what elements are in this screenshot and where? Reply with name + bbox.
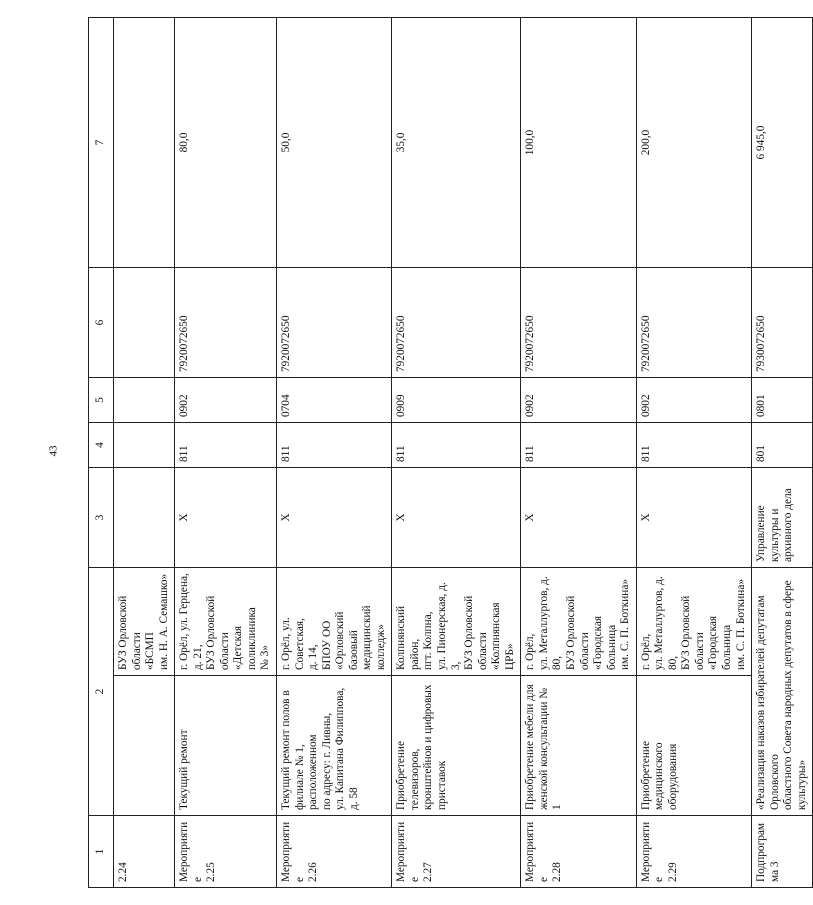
col5-cell: 0902 bbox=[636, 378, 751, 423]
col7-cell: 200,0 bbox=[636, 18, 751, 268]
executor-cell: БУЗ Орловской области «БСМП им. Н. А. Семашко» bbox=[114, 568, 175, 676]
row-number-cell: Мероприятие 2.28 bbox=[521, 816, 636, 888]
col7-cell: 100,0 bbox=[521, 18, 636, 268]
column-header-row bbox=[89, 18, 114, 888]
col4-cell: 801 bbox=[752, 423, 813, 468]
table-row bbox=[636, 18, 751, 888]
column-header: 7 bbox=[89, 18, 114, 268]
table-row bbox=[277, 18, 392, 888]
row-number-cell: Мероприятие 2.27 bbox=[392, 816, 521, 888]
table-row bbox=[114, 18, 175, 888]
name-cell: Приобретение мебели для женской консультации № 1 bbox=[521, 676, 636, 816]
budget-table bbox=[88, 17, 813, 888]
col3-cell: Х bbox=[521, 468, 636, 568]
col6-cell: 7920072650 bbox=[392, 268, 521, 378]
col5-cell: 0909 bbox=[392, 378, 521, 423]
col3-cell: Х bbox=[636, 468, 751, 568]
name-cell: Приобретение телевизоров, кронштейнов и цифровых приставок bbox=[392, 676, 521, 816]
column-header: 6 bbox=[89, 268, 114, 378]
name-cell: Текущий ремонт bbox=[175, 676, 277, 816]
col5-cell: 0704 bbox=[277, 378, 392, 423]
row-number-cell: Мероприятие 2.26 bbox=[277, 816, 392, 888]
name-cell: «Реализация наказов избирателей депутатам Орловского областного Совета народных депутатов в сфере культуры» bbox=[752, 568, 813, 816]
col7-cell: 80,0 bbox=[175, 18, 277, 268]
table-row bbox=[521, 18, 636, 888]
col7-cell: 50,0 bbox=[277, 18, 392, 268]
page-number: 43 bbox=[47, 445, 60, 457]
col5-cell: 0801 bbox=[752, 378, 813, 423]
table-row bbox=[392, 18, 521, 888]
col7-cell: 35,0 bbox=[392, 18, 521, 268]
col4-cell: 811 bbox=[175, 423, 277, 468]
row-number-cell: Мероприятие 2.25 bbox=[175, 816, 277, 888]
col6-cell: 7930072650 bbox=[752, 268, 813, 378]
executor-cell: г. Орёл, ул. Герцена, д. 21, БУЗ Орловской области «Детская поликлиника № 3» bbox=[175, 568, 277, 676]
table-row bbox=[175, 18, 277, 888]
col4-cell: 811 bbox=[392, 423, 521, 468]
row-number-cell: 2.24 bbox=[114, 816, 175, 888]
name-cell bbox=[114, 676, 175, 816]
column-header: 5 bbox=[89, 378, 114, 423]
name-cell: Приобретение медицинского оборудования bbox=[636, 676, 751, 816]
col4-cell: 811 bbox=[636, 423, 751, 468]
rotated-table-wrapper bbox=[88, 18, 808, 888]
col4-cell: 811 bbox=[521, 423, 636, 468]
row-number-cell: Подпрограмма 3 bbox=[752, 816, 813, 888]
column-header: 4 bbox=[89, 423, 114, 468]
col4-cell: 811 bbox=[277, 423, 392, 468]
col3-cell: Х bbox=[175, 468, 277, 568]
col3-cell: Х bbox=[277, 468, 392, 568]
subprogram-row bbox=[752, 18, 813, 888]
executor-cell: г. Орёл, ул. Советская, д. 14, БПОУ ОО «Орловский базовый медицинский колледж» bbox=[277, 568, 392, 676]
column-header: 1 bbox=[89, 816, 114, 888]
col6-cell: 7920072650 bbox=[175, 268, 277, 378]
col3-cell: Управление культуры и архивного дела bbox=[752, 468, 813, 568]
col5-cell: 0902 bbox=[521, 378, 636, 423]
executor-cell: Колпнянский район, пгт. Колпна, ул. Пионерская, д. 3, БУЗ Орловской области «Колпнянская ЦРБ» bbox=[392, 568, 521, 676]
column-header: 3 bbox=[89, 468, 114, 568]
col6-cell: 7920072650 bbox=[636, 268, 751, 378]
executor-cell: г. Орёл, ул. Металлургов, д. 80, БУЗ Орловской области «Городская больница им. С. П. Боткина» bbox=[636, 568, 751, 676]
executor-cell: г. Орёл, ул. Металлургов, д. 80, БУЗ Орловской области «Городская больница им. С. П. Боткина» bbox=[521, 568, 636, 676]
column-header: 2 bbox=[89, 568, 114, 816]
col6-cell: 7920072650 bbox=[521, 268, 636, 378]
col5-cell: 0902 bbox=[175, 378, 277, 423]
col3-cell: Х bbox=[392, 468, 521, 568]
col6-cell: 7920072650 bbox=[277, 268, 392, 378]
row-number-cell: Мероприятие 2.29 bbox=[636, 816, 751, 888]
col7-cell: 6 945,0 bbox=[752, 18, 813, 268]
name-cell: Текущий ремонт полов в филиале № 1, расположенном по адресу: г. Ливны, ул. Капитана Филиппова, д. 58 bbox=[277, 676, 392, 816]
